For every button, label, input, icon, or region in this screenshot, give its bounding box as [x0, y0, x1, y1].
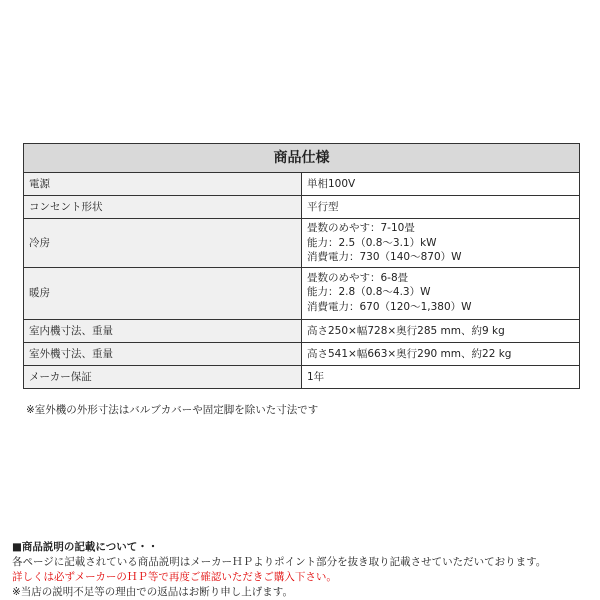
- row-value: 平行型: [302, 196, 580, 219]
- footer-line: 各ページに記載されている商品説明はメーカーＨＰよりポイント部分を抜き取り記載させていただいております。: [12, 556, 547, 568]
- row-value: [302, 267, 580, 320]
- row-value: [302, 219, 580, 268]
- table-row: [24, 219, 580, 268]
- row-value: 単相100V: [302, 173, 580, 196]
- footer-line: ※当店の説明不足等の理由での返品はお断り申し上げます。: [12, 586, 293, 598]
- table-row: [24, 320, 580, 343]
- row-value: 高さ541×幅663×奥行290 mm、約22 kg: [302, 343, 580, 366]
- spec-table: [23, 143, 580, 389]
- description-footer: [12, 540, 546, 600]
- value-line: 畳数のめやす：6-8畳: [307, 271, 409, 284]
- table-row: [24, 196, 580, 219]
- row-label: 暖房: [24, 267, 302, 320]
- footer-warning: 詳しくは必ずメーカーのＨＰ等で再度ご確認いただきご購入下さい。: [12, 571, 337, 583]
- value-line: 能力：2.8（0.8～4.3）W: [307, 286, 431, 298]
- table-row: [24, 267, 580, 320]
- row-label: 室内機寸法、重量: [24, 320, 302, 343]
- dimension-note: ※室外機の外形寸法はバルブカバーや固定脚を除いた寸法です: [26, 404, 319, 416]
- table-row: [24, 366, 580, 389]
- row-label: 電源: [24, 173, 302, 196]
- row-label: 冷房: [24, 219, 302, 268]
- table-row: [24, 343, 580, 366]
- row-label: コンセント形状: [24, 196, 302, 219]
- value-line: 消費電力：670（120～1,380）W: [307, 300, 472, 313]
- row-value: 高さ250×幅728×奥行285 mm、約9 kg: [302, 320, 580, 343]
- value-line: 畳数のめやす：7-10畳: [307, 222, 415, 234]
- spec-table-title: 商品仕様: [24, 144, 580, 173]
- row-label: メーカー保証: [24, 366, 302, 389]
- footer-title: ■商品説明の記載について・・: [12, 541, 159, 553]
- value-line: 能力：2.5（0.8～3.1）kW: [307, 236, 437, 249]
- row-label: 室外機寸法、重量: [24, 343, 302, 366]
- table-row: [24, 173, 580, 196]
- row-value: 1年: [302, 366, 580, 389]
- value-line: 消費電力：730（140～870）W: [307, 251, 462, 263]
